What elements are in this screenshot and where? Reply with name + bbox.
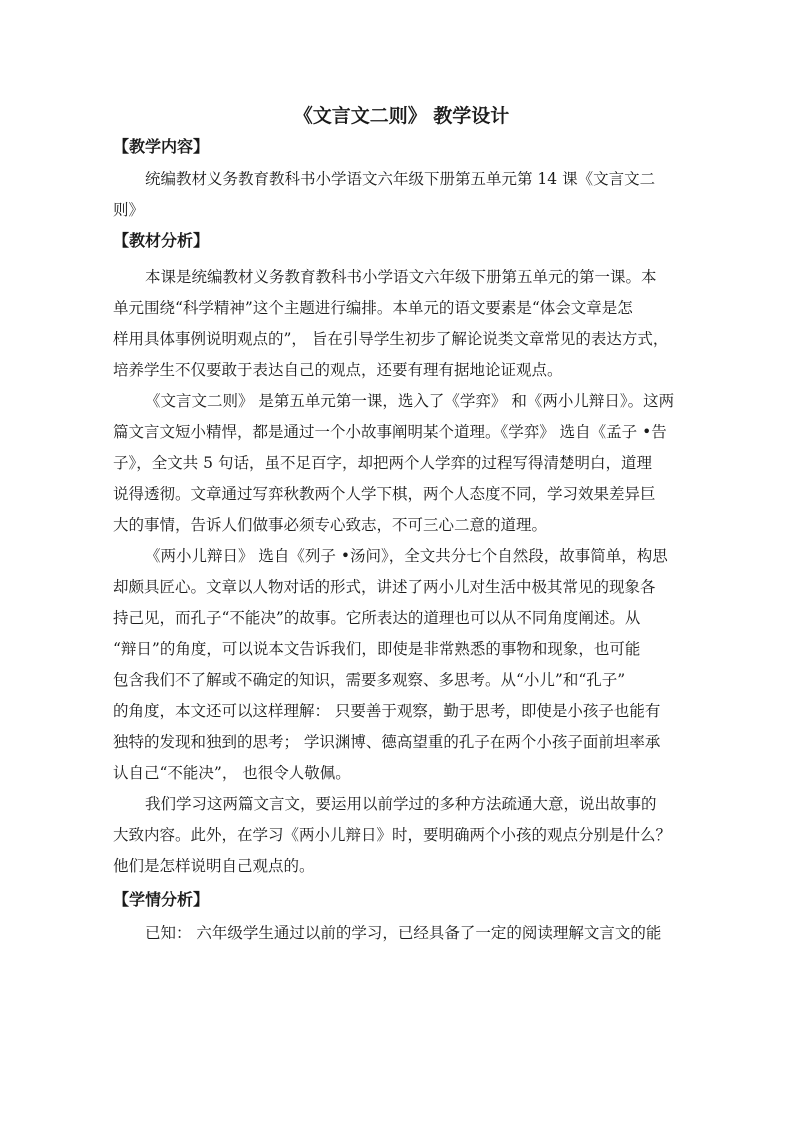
paragraph [113,386,690,541]
paragraph-line: 认自己“不能决”， 也很令人敬佩。 [113,764,351,782]
paragraph-line: 则》 [113,201,145,219]
paragraph-line: 本课是统编教材义务教育教科书小学语文六年级下册第五单元的第一课。本 [145,268,657,286]
document-title: 《文言文二则》 教学设计 [293,105,510,127]
paragraph [113,918,690,949]
section-heading-textbook-analysis: 【教材分析】 [113,231,210,250]
paragraph-line: 的角度，本文还可以这样理解： 只要善于观察，勤于思考，即使是小孩子也能有 [113,702,661,720]
paragraph-line: 说得透彻。文章通过写弈秋教两个人学下棋，两个人态度不同，学习效果差异巨 [113,485,656,503]
paragraph-line: 《两小儿辩日》 选自《列子 •汤问》，全文共分七个自然段，故事简单，构思 [145,547,668,565]
paragraph-line: 《文言文二则》 是第五单元第一课，选入了《学弈》 和《两小儿辩日》。这两 [145,392,675,410]
paragraph-line: 子》，全文共 5 句话，虽不足百字，却把两个人学弈的过程写得清楚明白，道理 [113,454,652,472]
paragraph-line: 独特的发现和独到的思考； 学识渊博、德高望重的孔子在两个小孩子面前坦率承 [113,733,661,751]
paragraph-line: 持己见，而孔子“不能决”的故事。它所表达的道理也可以从不同角度阐述。从 [113,609,641,627]
paragraph-line: 他们是怎样说明自己观点的。 [113,857,315,875]
paragraph [113,541,690,789]
paragraph-line: 大的事情，告诉人们做事必须专心致志，不可三心二意的道理。 [113,516,548,534]
paragraph-line: 单元围绕“科学精神”这个主题进行编排。本单元的语文要素是“体会文章是怎 [113,299,633,317]
paragraph-line: 已知： 六年级学生通过以前的学习，已经具备了一定的阅读理解文言文的能 [145,924,662,942]
paragraph-line: 包含我们不了解或不确定的知识，需要多观察、多思考。从“小儿”和“孔子” [113,671,626,689]
paragraph [113,164,690,226]
section-heading-teaching-content: 【教学内容】 [113,137,210,156]
paragraph-line: “辩日”的角度，可以说本文告诉我们，即使是非常熟悉的事物和现象，也可能 [113,640,641,658]
paragraph-line: 样用具体事例说明观点的”， 旨在引导学生初步了解论说类文章常见的表达方式， [113,330,669,348]
paragraph-line: 篇文言文短小精悍，都是通过一个小故事阐明某个道理。《学弈》 选自《孟子 •告 [113,423,667,441]
paragraph-line: 大致内容。此外，在学习《两小儿辩日》时，要明确两个小孩的观点分别是什么？ [113,826,672,844]
paragraph [113,789,690,882]
paragraph-line: 培养学生不仅要敢于表达自己的观点，还要有理有据地论证观点。 [113,361,563,379]
section-heading-student-analysis: 【学情分析】 [113,890,210,909]
paragraph-line: 却颇具匠心。文章以人物对话的形式，讲述了两小儿对生活中极其常见的现象各 [113,578,656,596]
paragraph-line: 统编教材义务教育教科书小学语文六年级下册第五单元第 14 课《文言文二 [145,170,656,188]
paragraph [113,262,690,386]
paragraph-line: 我们学习这两篇文言文，要运用以前学过的多种方法疏通大意，说出故事的 [145,795,657,813]
